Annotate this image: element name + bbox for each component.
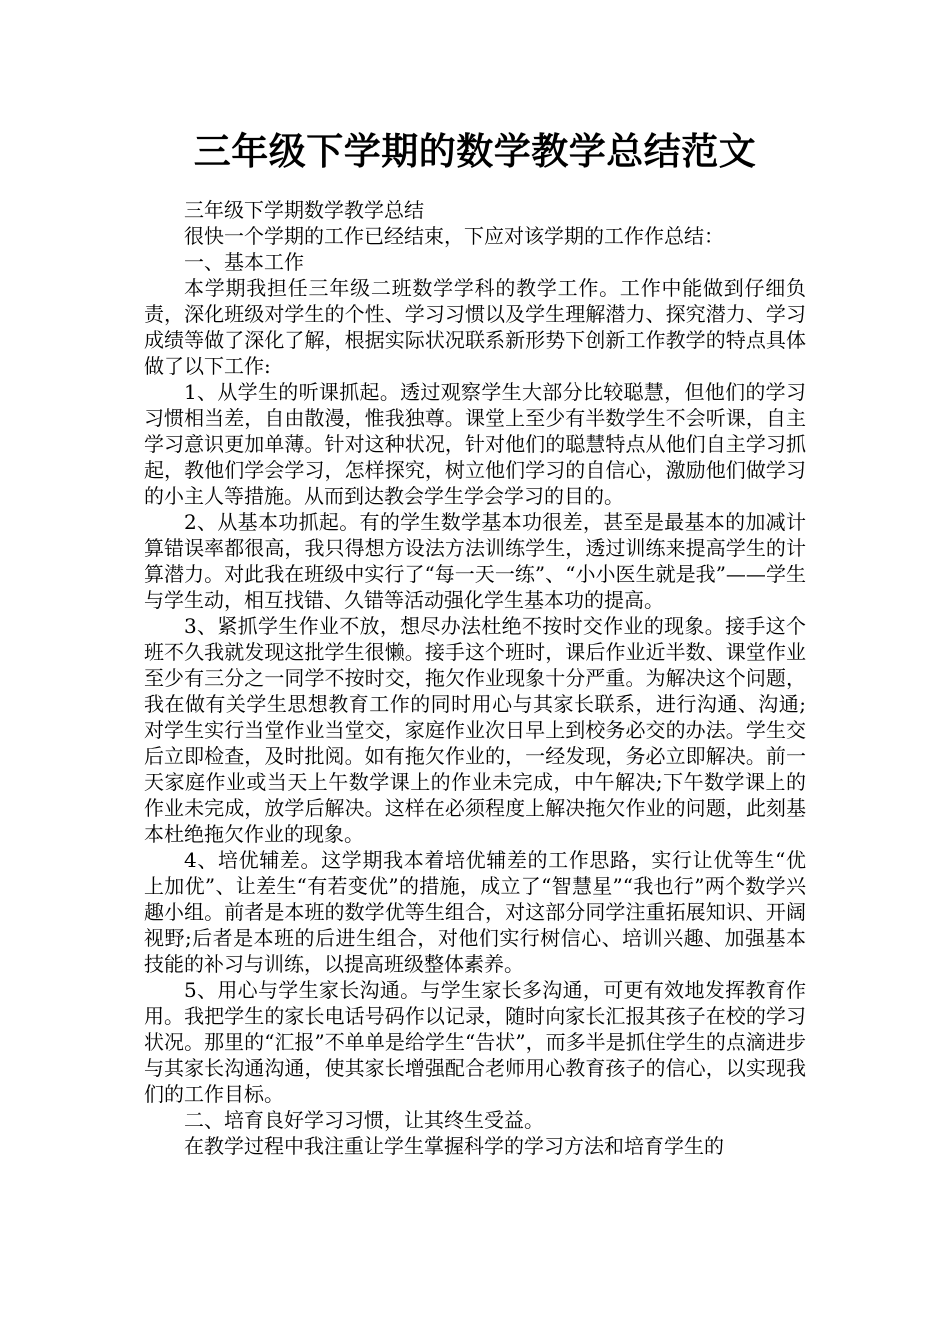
section-heading-basic-work: 一、基本工作 [184,250,304,274]
paragraph-item-5: 5、用心与学生家长沟通。与学生家长多沟通，可更有效地发挥教育作用。我把学生的家长电话号码作以记录，随时向家长汇报其孩子在校的学习状况。那里的“汇报”不单单是给学生“告状”，而多半是抓住学生的点滴进步与其家长沟通沟通，使其家长增强配合老师用心教育孩子的信心，以实现我们的工作目标。 [144,978,806,1106]
paragraph-item-2: 2、从基本功抓起。有的学生数学基本功很差，甚至是最基本的加减计算错误率都很高，我只得想方设法方法训练学生，透过训练来提高学生的计算潜力。对此我在班级中实行了“每一天一练”、“小小医生就是我”——学生与学生动，相互找错、久错等活动强化学生基本功的提高。 [144,510,806,612]
document-page [144,0,806,1344]
paragraph-basic-work: 本学期我担任三年级二班数学学科的教学工作。工作中能做到仔细负责，深化班级对学生的个性、学习习惯以及学生理解潜力、探究潜力、学习成绩等做了深化了解，根据实际状况联系新形势下创新工作教学的特点具体做了以下工作: [144,276,806,378]
paragraph-item-4: 4、培优辅差。这学期我本着培优辅差的工作思路，实行让优等生“优上加优”、让差生“有若变优”的措施，成立了“智慧星”“我也行”两个数学兴趣小组。前者是本班的数学优等生组合，对这部分同学注重拓展知识、开阔视野;后者是本班的后进生组合，对他们实行树信心、培训兴趣、加强基本技能的补习与训练，以提高班级整体素养。 [144,848,806,976]
section-heading-study-habits: 二、培育良好学习习惯，让其终生受益。 [184,1108,544,1132]
paragraph-item-1: 1、从学生的听课抓起。透过观察学生大部分比较聪慧，但他们的学习习惯相当差，自由散漫，惟我独尊。课堂上至少有半数学生不会听课，自主学习意识更加单薄。针对这种状况，针对他们的聪慧特点从他们自主学习抓起，教他们学会学习，怎样探究，树立他们学习的自信心，激励他们做学习的小主人等措施。从而到达教会学生学会学习的目的。 [144,380,806,508]
paragraph-subtitle: 三年级下学期数学教学总结 [184,198,424,222]
paragraph-study-habits: 在教学过程中我注重让学生掌握科学的学习方法和培育学生的 [184,1134,724,1158]
document-title: 三年级下学期的数学教学总结范文 [193,130,757,173]
document-body [144,197,806,1159]
paragraph-item-3: 3、紧抓学生作业不放，想尽办法杜绝不按时交作业的现象。接手这个班不久我就发现这批学生很懒。接手这个班时，课后作业近半数、课堂作业至少有三分之一同学不按时交，拖欠作业现象十分严重。为解决这个问题，我在做有关学生思想教育工作的同时用心与其家长联系，进行沟通、沟通;对学生实行当堂作业当堂交，家庭作业次日早上到校务必交的办法。学生交后立即检查，及时批阅。如有拖欠作业的，一经发现，务必立即解决。前一天家庭作业或当天上午数学课上的作业未完成，中午解决;下午数学课上的作业未完成，放学后解决。这样在必须程度上解决拖欠作业的问题，此刻基本杜绝拖欠作业的现象。 [144,614,806,846]
paragraph-intro: 很快一个学期的工作已经结束，下应对该学期的工作作总结： [184,224,724,248]
